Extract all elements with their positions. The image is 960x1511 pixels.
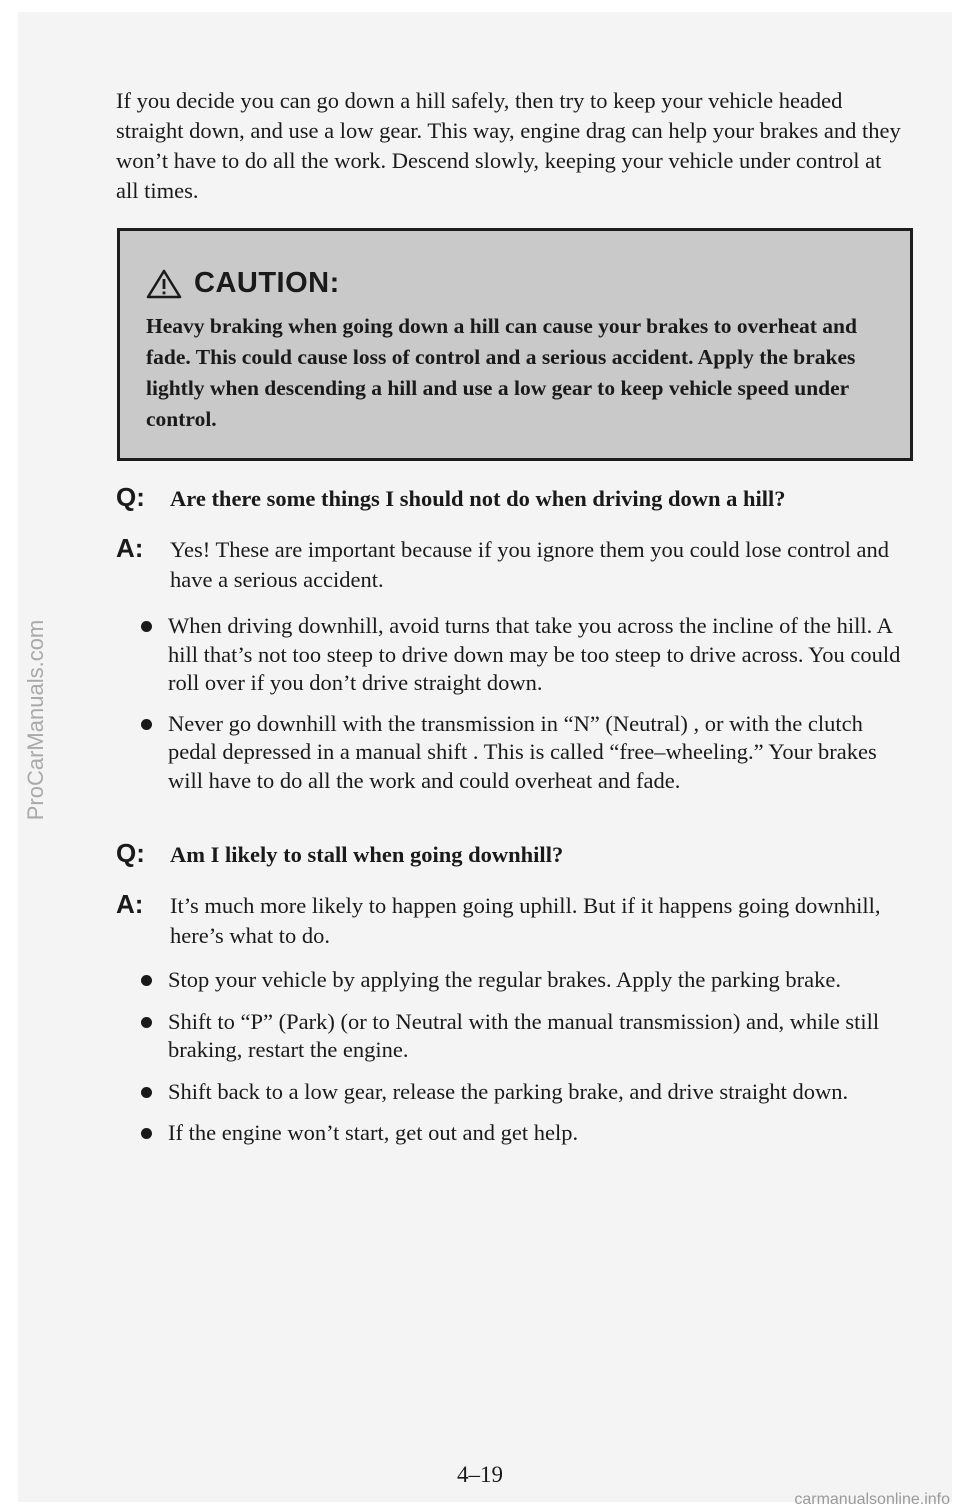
answer-row (116, 533, 906, 595)
caution-heading (146, 267, 340, 300)
caution-text: Heavy braking when going down a hill can cause your brakes to overheat and fade. This could cause loss of control and a serious accident. Apply the brakes lightly when descending a hill and use a low gear to keep vehicle speed under control. (146, 314, 857, 431)
list-item (138, 1078, 908, 1107)
bullet-icon (138, 612, 168, 640)
list-item (138, 966, 908, 995)
caution-title: CAUTION: (194, 267, 340, 299)
list-item (138, 710, 908, 796)
qa-block-2 (116, 838, 906, 951)
answer-row (116, 889, 906, 951)
list-item (138, 1119, 908, 1148)
bottom-watermark: carmanualsonline.info (794, 1491, 950, 1508)
answer-label: A: (116, 889, 144, 919)
list-item-text: When driving downhill, avoid turns that take you across the incline of the hill. A hill that’s not too steep to drive down may be too steep to drive across. You could roll over if you don’t drive straight down. (168, 613, 901, 695)
bullet-icon (138, 966, 168, 994)
question-label: Q: (116, 838, 145, 868)
page-number: 4–19 (457, 1462, 503, 1487)
bullet-icon (138, 1119, 168, 1147)
list-item-text: Shift to “P” (Park) (or to Neutral with the manual transmission) and, while still braking, restart the engine. (168, 1008, 880, 1062)
question-row (116, 838, 906, 869)
question-label: Q: (116, 482, 145, 512)
bullet-icon (138, 1008, 168, 1036)
bullet-icon (138, 710, 168, 738)
intro-paragraph: If you decide you can go down a hill safely, then try to keep your vehicle headed straight down, and use a low gear. This way, engine drag can help your brakes and they won’t have to do all the work. Descend slowly, keeping your vehicle under control at all times. (116, 88, 901, 203)
answer-text: Yes! These are important because if you ignore them you could lose control and have a serious accident. (170, 537, 889, 592)
list-item-text: Stop your vehicle by applying the regular brakes. Apply the parking brake. (168, 967, 841, 992)
warning-triangle-icon (146, 269, 182, 299)
side-watermark: ProCarManuals.com (23, 619, 48, 821)
caution-box (117, 228, 913, 461)
qa-block-1 (116, 482, 906, 595)
question-text: Are there some things I should not do when driving down a hill? (170, 486, 786, 511)
question-row (116, 482, 906, 513)
list-item (138, 1008, 908, 1065)
question-text: Am I likely to stall when going downhill? (170, 842, 564, 867)
bullet-list-2 (138, 966, 908, 1148)
list-item-text: Never go downhill with the transmission in “N” (Neutral) , or with the clutch pedal depressed in a manual shift . This is called “free–wheeling.” Your brakes will have to do all the work and could overheat and fade. (168, 710, 877, 793)
answer-label: A: (116, 533, 144, 563)
list-item-text: Shift back to a low gear, release the parking brake, and drive straight down. (168, 1078, 849, 1104)
answer-text: It’s much more likely to happen going uphill. But if it happens going downhill, here’s what to do. (170, 893, 881, 948)
list-item (138, 612, 908, 698)
bullet-icon (138, 1078, 168, 1106)
bullet-list-1 (138, 612, 908, 795)
list-item-text: If the engine won’t start, get out and get help. (168, 1120, 579, 1145)
